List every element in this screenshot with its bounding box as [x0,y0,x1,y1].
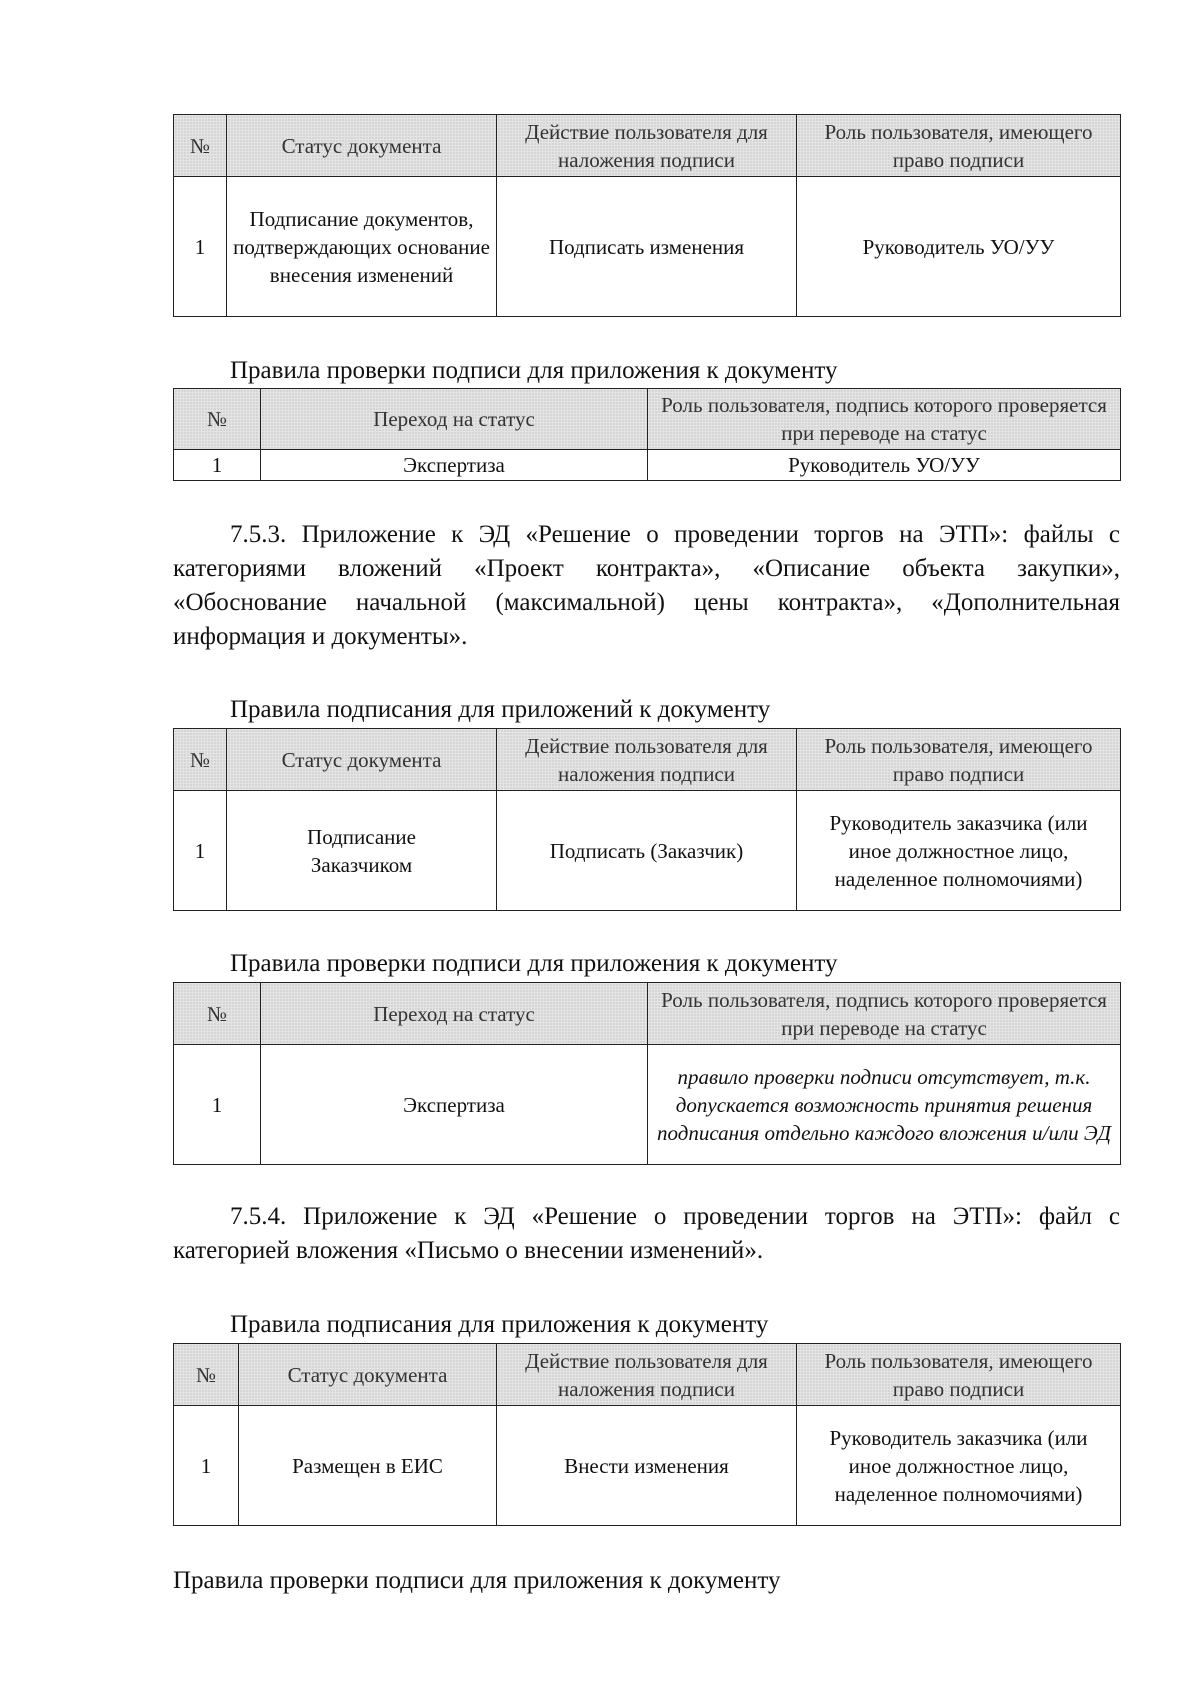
signature-check-table-2 [173,982,1121,1165]
signature-check-table-1 [173,388,1121,481]
signing-rules-table-2 [173,728,1121,911]
header-document-status: Статус документа [227,115,497,177]
section-caption: Правила подписания для приложений к документу [230,696,771,723]
cell-number: 1 [174,1045,261,1165]
table-header-row [174,115,1121,177]
cell-number: 1 [174,791,227,911]
cell-status: Подписание документов, подтверждающих основание внесения изменений [227,177,497,317]
paragraph-7-5-3: 7.5.3. Приложение к ЭД «Решение о проведении торгов на ЭТП»: файлы с категориями вложений «Проект контракта», «Описание объекта закупки», «Обоснование начальной (максимальной) цены контракта», «Дополнительная информация и документы». [173,521,1120,650]
cell-action: Подписать изменения [497,177,797,317]
table-header-row [174,729,1121,791]
header-number: № [174,1344,239,1406]
cell-status: Подписание Заказчиком [227,791,497,911]
cell-role: Руководитель УО/УУ [797,177,1121,317]
header-user-role: Роль пользователя, имеющего право подписи [797,729,1121,791]
table-row [174,791,1121,911]
table-row [174,1045,1121,1165]
paragraph-7-5-4: 7.5.4. Приложение к ЭД «Решение о проведении торгов на ЭТП»: файл с категорией вложения «Письмо о внесении изменений». [173,1203,1120,1264]
header-user-role: Роль пользователя, имеющего право подписи [797,1344,1121,1406]
header-transition: Переход на статус [261,389,648,450]
cell-role: Руководитель заказчика (или иное должностное лицо, наделенное полномочиями) [797,1406,1121,1526]
cell-action: Внести изменения [497,1406,797,1526]
cell-number: 1 [174,450,261,481]
cell-action: Подписать (Заказчик) [497,791,797,911]
header-document-status: Статус документа [239,1344,497,1406]
header-document-status: Статус документа [227,729,497,791]
header-number: № [174,389,261,450]
signing-rules-table-1 [173,114,1121,317]
table-row [174,177,1121,317]
header-user-action: Действие пользователя для наложения подписи [497,729,797,791]
table-header-row [174,1344,1121,1406]
header-checked-role: Роль пользователя, подпись которого проверяется при переводе на статус [648,983,1121,1045]
section-caption: Правила подписания для приложения к документу [230,1311,769,1338]
cell-role: Руководитель УО/УУ [648,450,1121,481]
cell-role: Руководитель заказчика (или иное должностное лицо, наделенное полномочиями) [797,791,1121,911]
table-row [174,450,1121,481]
section-caption: Правила проверки подписи для приложения к документу [230,357,838,384]
cell-number: 1 [174,177,227,317]
table-header-row [174,983,1121,1045]
header-number: № [174,729,227,791]
section-caption: Правила проверки подписи для приложения к документу [173,1567,781,1594]
cell-transition: Экспертиза [261,450,648,481]
signing-rules-table-3 [173,1343,1121,1526]
section-caption: Правила проверки подписи для приложения к документу [230,950,838,977]
header-transition: Переход на статус [261,983,648,1045]
header-user-action: Действие пользователя для наложения подписи [497,115,797,177]
header-checked-role: Роль пользователя, подпись которого проверяется при переводе на статус [648,389,1121,450]
cell-number: 1 [174,1406,239,1526]
cell-transition: Экспертиза [261,1045,648,1165]
table-row [174,1406,1121,1526]
header-number: № [174,983,261,1045]
header-user-action: Действие пользователя для наложения подписи [497,1344,797,1406]
header-number: № [174,115,227,177]
table-header-row [174,389,1121,450]
header-user-role: Роль пользователя, имеющего право подписи [797,115,1121,177]
cell-status: Размещен в ЕИС [239,1406,497,1526]
cell-role-note: правило проверки подписи отсутствует, т.к. допускается возможность принятия решения подписания отдельно каждого вложения и/или ЭД [648,1045,1121,1165]
